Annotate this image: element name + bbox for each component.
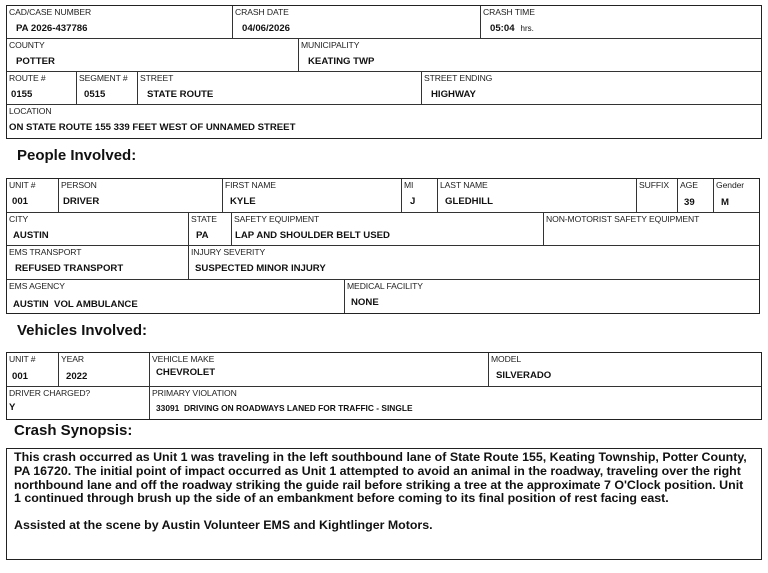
vehicles-table — [6, 352, 762, 420]
crash-date-value: 04/06/2026 — [242, 23, 291, 34]
safety-equipment-label: SAFETY EQUIPMENT — [234, 214, 320, 224]
vehicle-make-label: VEHICLE MAKE — [152, 354, 215, 364]
state-cell — [189, 213, 232, 245]
medical-facility-label: MEDICAL FACILITY — [347, 281, 423, 291]
street-ending-value: HIGHWAY — [431, 89, 476, 100]
street-cell — [138, 72, 422, 104]
mi-label: MI — [404, 180, 414, 190]
ems-transport-cell — [7, 246, 189, 279]
route-label: ROUTE # — [9, 73, 46, 83]
ems-transport-value: REFUSED TRANSPORT — [15, 263, 124, 274]
first-name-cell — [223, 179, 402, 212]
crash-time-label: CRASH TIME — [483, 7, 535, 17]
gender-cell — [714, 179, 759, 212]
vehicle-unit-value: 001 — [12, 371, 29, 382]
cad-case-number-value: PA 2026-437786 — [16, 23, 88, 34]
synopsis-paragraph-2: Assisted at the scene by Austin Volunteer EMS and Kightlinger Motors. — [14, 518, 433, 533]
vehicle-unit-cell — [7, 353, 59, 386]
primary-violation-label: PRIMARY VIOLATION — [152, 388, 237, 398]
vehicle-make-value: CHEVROLET — [156, 367, 216, 378]
crash-time-text: 05:04 — [490, 23, 515, 34]
mi-value: J — [410, 196, 416, 207]
people-involved-heading: People Involved: — [17, 147, 137, 164]
county-label: COUNTY — [9, 40, 45, 50]
injury-severity-value: SUSPECTED MINOR INJURY — [195, 263, 326, 274]
crash-info-table — [6, 5, 762, 139]
crash-info-row-4 — [7, 105, 761, 138]
location-value: ON STATE ROUTE 155 339 FEET WEST OF UNNAMED STREET — [9, 122, 296, 133]
non-motorist-safety-cell — [544, 213, 759, 245]
person-cell — [59, 179, 223, 212]
unit-label: UNIT # — [9, 180, 36, 190]
unit-value: 001 — [12, 196, 29, 207]
non-motorist-safety-label: NON-MOTORIST SAFETY EQUIPMENT — [546, 214, 700, 224]
segment-cell — [77, 72, 138, 104]
driver-charged-cell — [7, 387, 150, 419]
last-name-value: GLEDHILL — [445, 196, 493, 207]
municipality-label: MUNICIPALITY — [301, 40, 360, 50]
crash-time-unit: hrs. — [520, 24, 534, 33]
people-row-4 — [7, 280, 759, 313]
vehicle-unit-label: UNIT # — [9, 354, 36, 364]
ems-transport-label: EMS TRANSPORT — [9, 247, 82, 257]
location-cell — [7, 105, 761, 138]
crash-info-row-3 — [7, 72, 761, 105]
route-value: 0155 — [11, 89, 33, 100]
city-cell — [7, 213, 189, 245]
safety-equipment-cell — [232, 213, 544, 245]
street-value: STATE ROUTE — [147, 89, 214, 100]
driver-charged-label: DRIVER CHARGED? — [9, 388, 91, 398]
person-value: DRIVER — [63, 196, 100, 207]
ems-agency-label: EMS AGENCY — [9, 281, 65, 291]
municipality-value: KEATING TWP — [308, 56, 375, 67]
year-value: 2022 — [66, 371, 88, 382]
model-label: MODEL — [491, 354, 522, 364]
first-name-value: KYLE — [230, 196, 256, 207]
suffix-cell — [637, 179, 678, 212]
crash-info-row-1 — [7, 6, 761, 39]
people-row-2 — [7, 213, 759, 246]
street-label: STREET — [140, 73, 174, 83]
cad-case-number-label: CAD/CASE NUMBER — [9, 7, 92, 17]
street-ending-cell — [422, 72, 761, 104]
people-row-3 — [7, 246, 759, 280]
crash-synopsis-heading: Crash Synopsis: — [14, 422, 133, 439]
last-name-cell — [438, 179, 637, 212]
person-label: PERSON — [61, 180, 97, 190]
mi-cell — [402, 179, 438, 212]
year-label: YEAR — [61, 354, 85, 364]
crash-date-cell — [233, 6, 481, 38]
county-cell — [7, 39, 299, 71]
first-name-label: FIRST NAME — [225, 180, 276, 190]
state-label: STATE — [191, 214, 217, 224]
medical-facility-cell — [345, 280, 759, 313]
unit-cell — [7, 179, 59, 212]
route-cell — [7, 72, 77, 104]
last-name-label: LAST NAME — [440, 180, 488, 190]
model-value: SILVERADO — [496, 370, 552, 381]
location-label: LOCATION — [9, 106, 52, 116]
gender-label: Gender — [716, 180, 745, 190]
crash-info-row-2 — [7, 39, 761, 72]
street-ending-label: STREET ENDING — [424, 73, 493, 83]
medical-facility-value: NONE — [351, 297, 379, 308]
primary-violation-cell — [150, 387, 761, 419]
model-cell — [489, 353, 761, 386]
primary-violation-value: 33091 DRIVING ON ROADWAYS LANED FOR TRAFFIC - SINGLE — [156, 403, 413, 413]
suffix-label: SUFFIX — [639, 180, 669, 190]
age-label: AGE — [680, 180, 698, 190]
people-row-1 — [7, 179, 759, 213]
city-label: CITY — [9, 214, 29, 224]
age-cell — [678, 179, 714, 212]
municipality-cell — [299, 39, 761, 71]
ems-agency-cell — [7, 280, 345, 313]
ems-agency-value: AUSTIN VOL AMBULANCE — [13, 299, 138, 310]
vehicles-involved-heading: Vehicles Involved: — [17, 322, 148, 339]
crash-date-label: CRASH DATE — [235, 7, 289, 17]
crash-time-value — [490, 23, 534, 34]
vehicle-make-cell — [150, 353, 489, 386]
vehicles-row-2 — [7, 387, 761, 419]
city-value: AUSTIN — [13, 230, 49, 241]
state-value: PA — [196, 230, 209, 241]
segment-label: SEGMENT # — [79, 73, 128, 83]
crash-time-cell — [481, 6, 761, 38]
injury-severity-cell — [189, 246, 759, 279]
age-value: 39 — [684, 197, 695, 208]
vehicles-row-1 — [7, 353, 761, 387]
safety-equipment-value: LAP AND SHOULDER BELT USED — [235, 230, 390, 241]
driver-charged-value: Y — [9, 402, 16, 413]
gender-value: M — [721, 197, 729, 208]
cad-case-number-cell — [7, 6, 233, 38]
synopsis-paragraph-1: This crash occurred as Unit 1 was traveling in the left southbound lane of State Route 155, Keating Township, Potter County, PA 16720. The initial point of impact occurred as Unit 1 attempted to avoid an animal in the roadway, traveling over the right northbound lane and off the roadway striking the guide rail before striking a tree at the approximate 7 O'Clock position. Unit 1 continued through brush up the side of an embankment before coming to its final position of rest facing east. — [14, 450, 747, 506]
injury-severity-label: INJURY SEVERITY — [191, 247, 266, 257]
year-cell — [59, 353, 150, 386]
segment-value: 0515 — [84, 89, 106, 100]
crash-synopsis-box — [6, 448, 762, 560]
people-table — [6, 178, 760, 314]
county-value: POTTER — [16, 56, 55, 67]
